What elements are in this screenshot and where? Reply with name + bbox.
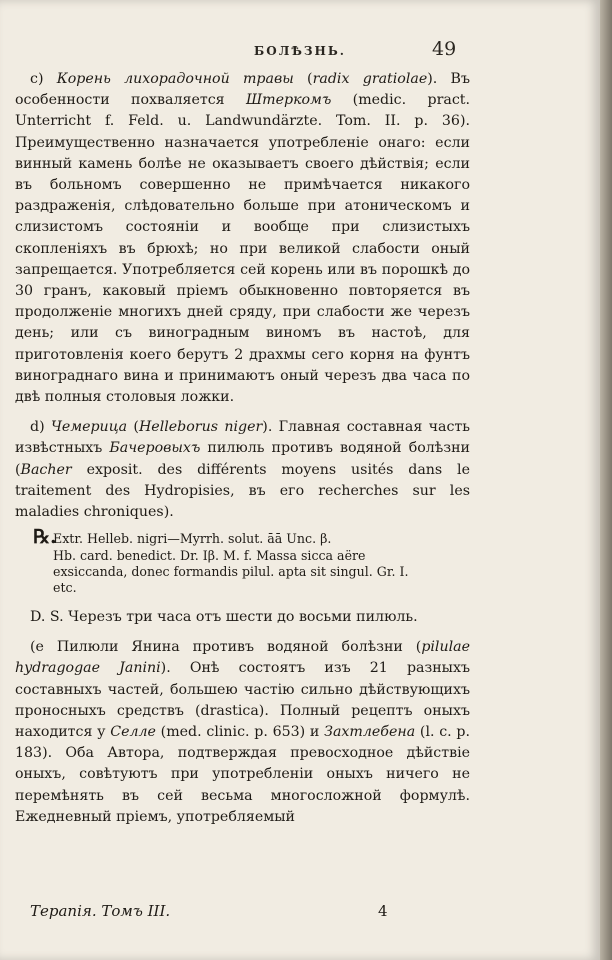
text-run: (med. clinic. p. 653) и [155, 723, 325, 740]
prescription-line: Extr. Helleb. nigri—Myrrh. solut. āā Unc. β. [53, 531, 332, 547]
italic-run: Селле [110, 723, 156, 740]
paragraph-gratiola [15, 69, 470, 408]
text-run: (medic. pract. Unterricht f. Feld. u. Landwundärzte. Tom. II. p. 36). Преимущественно назначается употребленіе онаго: если винный камень болѣе не оказываетъ своего дѣйствія; если въ больномъ совершенно не примѣчается никакого раздраженія, слѣдовательно больше при атоническомъ и слизистомъ состояніи и вообще при слизистыхъ скопленіяхъ въ брюхѣ; но при великой слабости оный запрещается. Употребляется сей корень или въ порошкѣ до 30 гранъ, каковый пріемъ обыкновенно повторяется въ продолженіе многихъ дней сряду, при слабости же черезъ день; или съ виноградным виномъ въ настоѣ, для приготовленія коего берутъ 2 драхмы сего корня на фунтъ винограднаго вина и принимаютъ оный черезъ два часа по двѣ полныя столовыя ложки. [15, 92, 470, 406]
signature-number: 4 [378, 902, 388, 920]
text-run: (e Пилюли Янина противъ водяной болѣзни ( [30, 639, 422, 656]
text-run: ). Въ особенности похваляется [15, 71, 470, 109]
text-run: ). Онѣ состоятъ изъ 21 разныхъ составныхъ частей, большею частію сильно дѣйствующихъ проносныхъ средствъ (drastica). Полный рецептъ оныхъ находится у [15, 660, 470, 740]
text-run: d) [30, 419, 51, 436]
text-run: D. S. Черезъ три часа отъ шести до восьми пилюль. [30, 608, 418, 625]
italic-run: pilulae hydragogae Janini [15, 639, 470, 677]
italic-run: Bacher [20, 461, 72, 478]
italic-run: Чемерица [50, 419, 128, 436]
prescription-block [33, 526, 470, 597]
prescription-line: Hb. card. benedict. Dr. Iβ. M. f. Massa sicca aëre [53, 547, 366, 563]
text-run: (l. c. p. 183). Оба Автора, подтверждая превосходное дѣйствіе оныхъ, совѣтуютъ при употребленіи оныхъ ничего не перемѣнять въ сей весьма многосложной формулѣ. Ежедневный пріемъ, употребляемый [15, 723, 470, 825]
prescription-line: exsiccanda, donec formandis pilul. apta sit singul. Gr. I. [53, 564, 409, 580]
paragraph-dosage [15, 607, 470, 628]
text-run: ( [127, 419, 139, 436]
body-text [15, 69, 470, 828]
italic-run: Бачеровыхъ [109, 440, 201, 457]
italic-run: radix gratiolae [312, 71, 428, 87]
prescription-line: etc. [53, 580, 77, 596]
running-head: БОЛѢЗНЬ. [254, 44, 346, 58]
italic-run: Helleborus niger [138, 419, 263, 436]
text-run: ( [293, 71, 313, 87]
signature-mark: Терапія. Томъ III. [30, 902, 171, 920]
text-run: ). Главная составная часть извѣстныхъ [15, 419, 470, 457]
italic-run: Штеркомъ [245, 92, 332, 109]
text-run: c) [30, 71, 57, 87]
page-edge [600, 0, 612, 960]
recipe-symbol-icon: ℞. [33, 526, 57, 549]
text-run: exposit. des différents moyens usités dans le traitement des Hydropisies, въ его recherches sur les maladies chroniques). [15, 461, 470, 521]
paragraph-janin-pills [15, 637, 470, 828]
paragraph-helleborus [15, 417, 470, 523]
italic-run: Корень лихорадочной травы [56, 71, 294, 87]
text-run: пилюль противъ водяной болѣзни ( [15, 440, 470, 478]
page-footer [0, 902, 600, 926]
italic-run: Захтлебена [324, 723, 416, 740]
page-number: 49 [432, 38, 457, 60]
